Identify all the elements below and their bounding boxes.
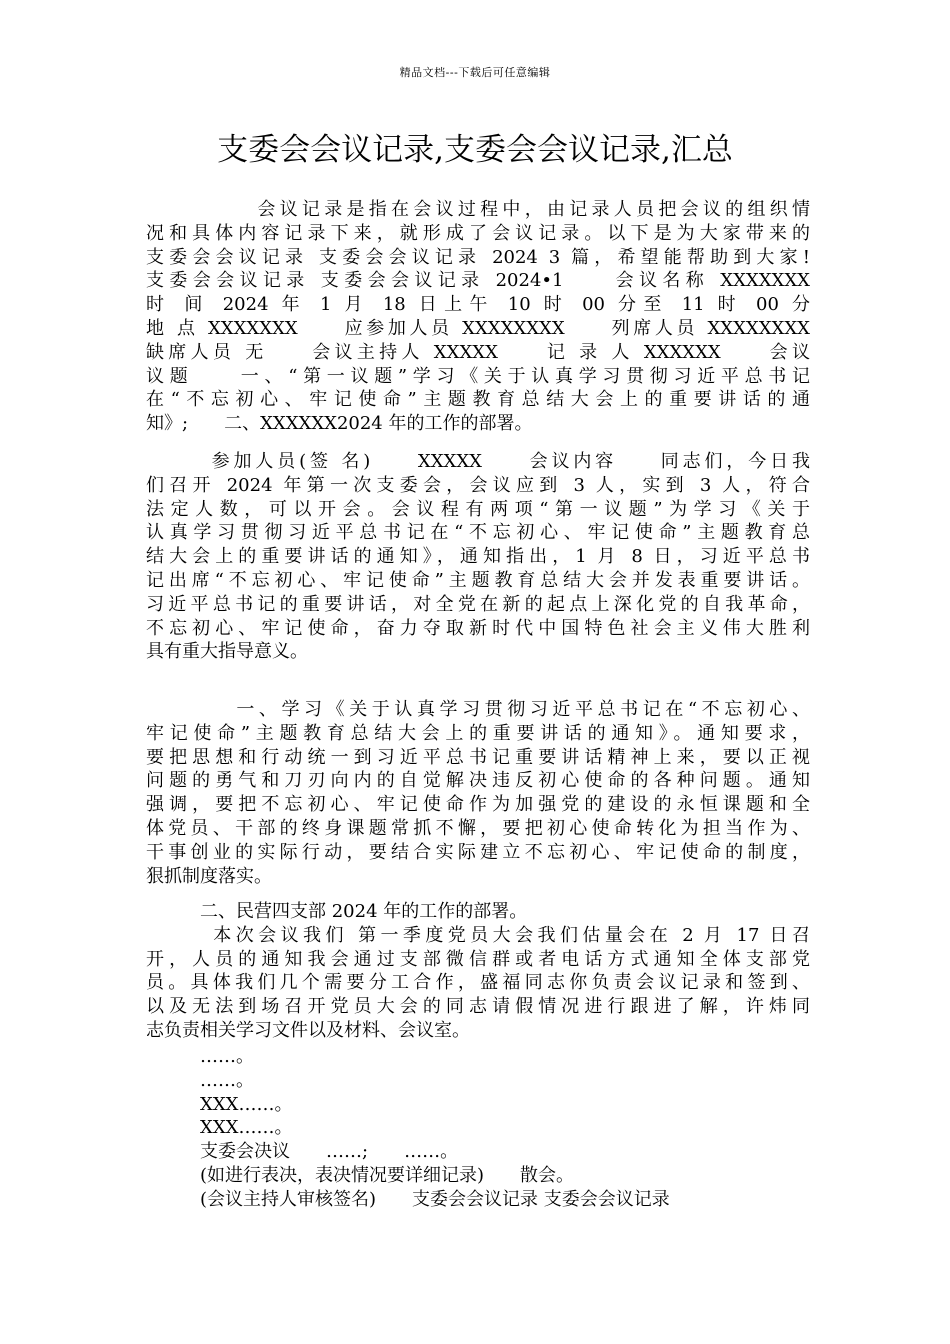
text-line: 会议记录是指在会议过程中，由记录人员把会议的组织情 [146, 199, 810, 220]
text-line: 问题的勇气和刀刃向内的自觉解决违反初心使命的各种问题。通知 [146, 770, 810, 792]
text-line: 议题 一、“第一议题”学习《关于认真学习贯彻习近平总书记 [146, 365, 810, 387]
text-line: 支委会决议 ……; ……。 [146, 1141, 459, 1163]
text-line: 志负责相关学习文件以及材料、会议室。 [146, 1019, 470, 1041]
text-line: XXX……。 [146, 1117, 293, 1139]
text-line: ……。 [146, 1046, 254, 1067]
text-line: 支委会会议记录 支委会会议记录 2024•1 会议名称 XXXXXXX [146, 270, 810, 292]
header-note: 精品文档---下载后可任意编辑 [399, 66, 551, 79]
text-line: 开，人员的通知我会通过支部微信群或者电话方式通知全体支部党 [146, 948, 810, 970]
text-line: 知》; 二、XXXXXX2024 年的工作的部署。 [146, 413, 533, 435]
work-plan-paragraph [146, 900, 810, 1043]
text-line: 体党员、干部的终身课题常抓不懈，要把初心使命转化为担当作为、 [146, 817, 810, 839]
text-line: 员。具体我们几个需要分工合作，盛福同志你负责会议记录和签到、 [146, 972, 810, 994]
text-line: 时 间 2024 年 1 月 18 日上午 10 时 00 分至 11 时 00 分 [146, 294, 810, 316]
text-line: XXX……。 [146, 1093, 293, 1115]
page-title: 支委会会议记录,支委会会议记录,汇总 [217, 132, 733, 168]
intro-paragraph [146, 198, 810, 436]
text-line: 一、学习《关于认真学习贯彻习近平总书记在“不忘初心、 [146, 699, 810, 720]
text-line: (如进行表决，表决情况要详细记录) 散会。 [146, 1164, 575, 1186]
text-line: 缺席人员 无 会议主持人 XXXXX 记 录 人 XXXXXX 会议 [146, 341, 810, 363]
text-line: 况和具体内容记录下来，就形成了会议记录。以下是为大家带来的 [146, 222, 810, 244]
text-line: 记出席“不忘初心、牢记使命”主题教育总结大会并发表重要讲话。 [146, 569, 810, 591]
text-line: 强调，要把不忘初心、牢记使命作为加强党的建设的永恒课题和全 [146, 794, 810, 816]
meeting-content-paragraph [146, 450, 810, 664]
text-line: 习近平总书记的重要讲话，对全党在新的起点上深化党的自我革命， [146, 593, 810, 615]
text-line: 具有重大指导意义。 [146, 641, 308, 663]
text-line: 支委会会议记录 支委会会议记录 2024 3 篇，希望能帮助到大家! [146, 246, 810, 268]
text-line: 不忘初心、牢记使命，奋力夺取新时代中国特色社会主义伟大胜利 [146, 617, 810, 639]
text-line: 参加人员(签 名) XXXXX 会议内容 同志们，今日我 [146, 451, 810, 472]
text-line: 们召开 2024 年第一次支委会，会议应到 3 人，实到 3 人，符合 [146, 474, 810, 496]
text-line: 以及无法到场召开党员大会的同志请假情况进行跟进了解，许炜同 [146, 996, 810, 1018]
text-line: ……。 [146, 1069, 254, 1091]
text-line: 牢记使命”主题教育总结大会上的重要讲话的通知》。通知要求， [146, 722, 810, 744]
study-section-paragraph [146, 698, 810, 888]
text-line: (会议主持人审核签名) 支委会会议记录 支委会会议记录 [146, 1188, 670, 1210]
closing-section [146, 1045, 810, 1212]
text-line: 二、民营四支部 2024 年的工作的部署。 [146, 901, 528, 922]
text-line: 法定人数，可以开会。会议程有两项“第一议题”为学习《关于 [146, 498, 810, 520]
text-line: 要把思想和行动统一到习近平总书记重要讲话精神上来，要以正视 [146, 746, 810, 768]
text-line: 本次会议我们 第一季度党员大会我们估量会在 2 月 17 日召 [146, 924, 810, 946]
text-line: 在“不忘初心、牢记使命”主题教育总结大会上的重要讲话的通 [146, 389, 810, 411]
text-line: 干事创业的实际行动，要结合实际建立不忘初心、牢记使命的制度， [146, 841, 810, 863]
text-line: 认真学习贯彻习近平总书记在“不忘初心、牢记使命”主题教育总 [146, 522, 810, 544]
text-line: 结大会上的重要讲话的通知》，通知指出，1 月 8 日，习近平总书 [146, 546, 810, 568]
text-line: 狠抓制度落实。 [146, 865, 272, 887]
text-line: 地 点 XXXXXXX 应参加人员 XXXXXXXX 列席人员 XXXXXXXX [146, 317, 810, 339]
